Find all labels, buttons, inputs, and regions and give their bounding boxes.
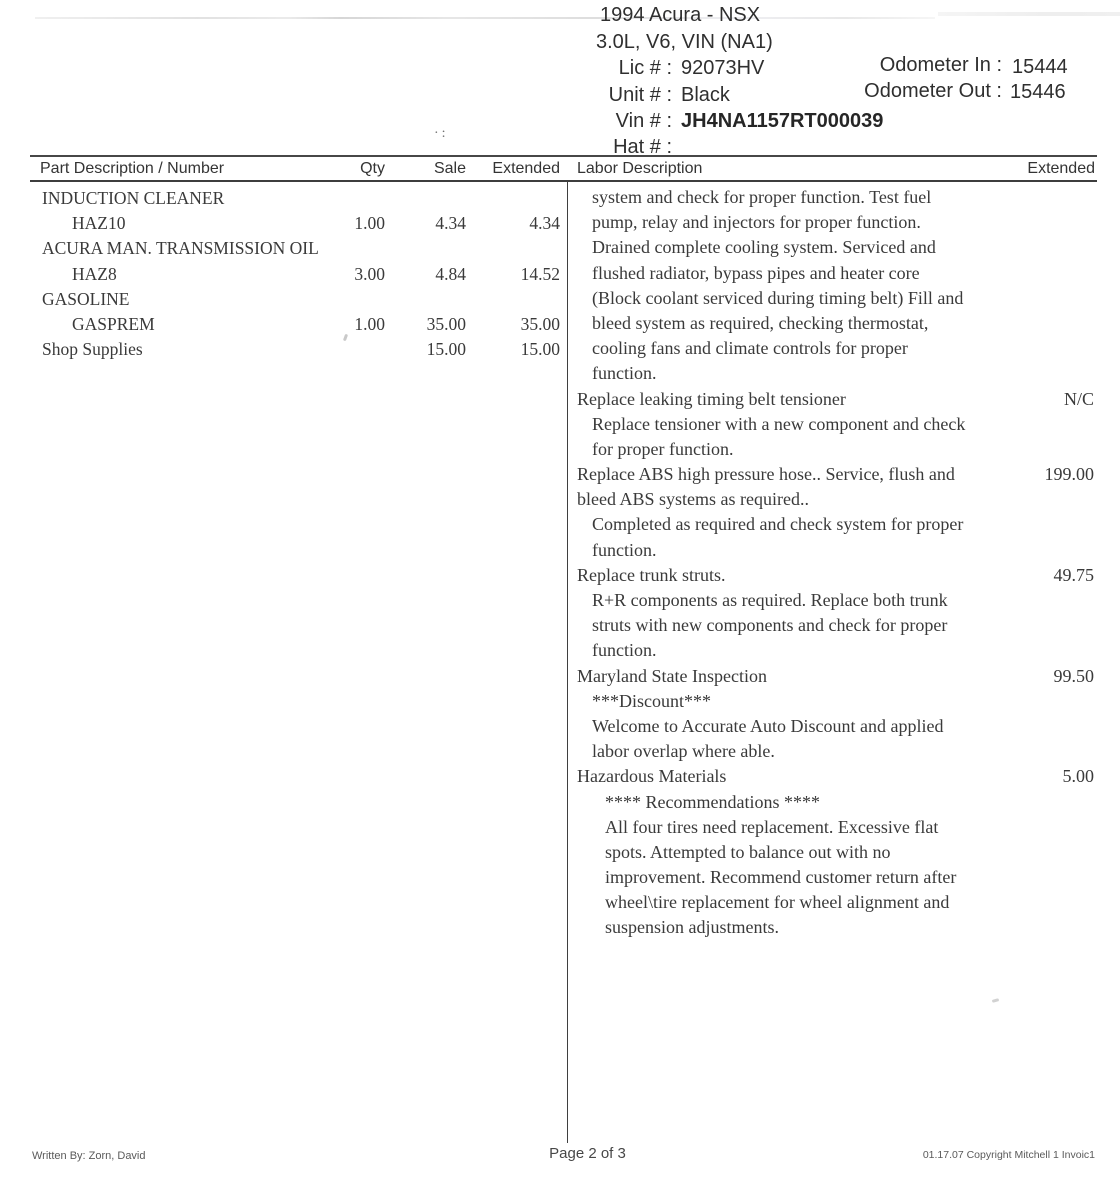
scan-speck (992, 998, 1000, 1003)
part-row (30, 312, 567, 337)
part-sale: 35.00 (426, 313, 466, 334)
labor-line: cooling fans and climate controls for proper (592, 338, 908, 359)
labor-line: Drained complete cooling system. Serviced and (592, 237, 936, 258)
part-extended (466, 236, 560, 261)
written-by: Written By: Zorn, David (32, 1150, 146, 1162)
labor-line: Replace tensioner with a new component and check (592, 413, 966, 434)
labor-line: for proper function. (592, 438, 734, 459)
odometer-out-value: 15446 (1010, 81, 1066, 103)
part-sale (385, 287, 466, 312)
column-header-extended: Extended (492, 159, 560, 177)
page-indicator: Page 2 of 3 (549, 1145, 626, 1162)
column-header-part-description: Part Description / Number (40, 159, 225, 177)
labor-list (577, 185, 1094, 941)
labor-line: function. (592, 363, 657, 384)
part-sale: 15.00 (426, 339, 466, 360)
labor-line: All four tires need replacement. Excessive flat (605, 816, 939, 837)
part-extended (466, 287, 560, 312)
copyright-line: 01.17.07 Copyright Mitchell 1 Invoic1 (922, 1149, 1095, 1161)
part-row (30, 262, 567, 287)
labor-amount: 5.00 (1062, 766, 1094, 787)
labor-amount: 49.75 (1053, 564, 1094, 585)
labor-entry (577, 563, 1094, 664)
lic-label: Lic # : (618, 57, 672, 79)
part-qty: 1.00 (354, 213, 385, 234)
part-qty (302, 186, 385, 211)
labor-title-line: Replace ABS high pressure hose.. Service, flush and (577, 464, 955, 485)
labor-line: Completed as required and check system for proper (592, 514, 964, 535)
labor-line: improvement. Recommend customer return after (605, 867, 957, 888)
labor-title-line: bleed ABS systems as required.. (577, 489, 809, 510)
labor-line: suspension adjustments. (605, 917, 779, 938)
part-row (30, 337, 567, 362)
scan-artifact-line (938, 12, 1120, 16)
labor-line: labor overlap where able. (592, 741, 775, 762)
labor-line: system and check for proper function. Test fuel (592, 187, 932, 207)
scan-artifact-mark: ·: (434, 126, 449, 141)
part-row (30, 287, 567, 312)
labor-amount: 99.50 (1053, 665, 1094, 686)
part-row (30, 211, 567, 236)
labor-line: ***Discount*** (592, 690, 711, 711)
parts-list (30, 186, 567, 362)
table-header-row (30, 155, 1097, 182)
labor-line: Welcome to Accurate Auto Discount and applied (592, 715, 944, 736)
odometer-in-value: 15444 (1012, 56, 1068, 78)
labor-title-line: Replace leaking timing belt tensioner (577, 388, 846, 409)
column-header-labor-description: Labor Description (577, 159, 703, 177)
part-extended: 14.52 (520, 263, 560, 284)
labor-line: pump, relay and injectors for proper function. (592, 212, 921, 233)
labor-line: bleed system as required, checking thermostat, (592, 312, 929, 333)
labor-title-line: Replace trunk struts. (577, 564, 726, 585)
part-sale: 4.34 (435, 213, 466, 234)
part-qty (302, 236, 385, 261)
labor-title-line: Hazardous Materials (577, 766, 727, 787)
column-divider-line (567, 182, 568, 1143)
unit-label: Unit # : (608, 84, 672, 106)
labor-line: function. (592, 539, 657, 560)
part-extended: 35.00 (520, 313, 560, 334)
vin-label: Vin # : (615, 110, 672, 132)
vin-value: JH4NA1157RT000039 (681, 110, 884, 132)
hat-label: Hat # : (613, 136, 672, 158)
column-header-sale: Sale (433, 159, 466, 177)
part-extended: 4.34 (529, 213, 560, 234)
part-description: Shop Supplies (42, 339, 143, 360)
part-qty: 1.00 (354, 313, 385, 334)
labor-entry (577, 185, 1094, 387)
vehicle-engine-line: 3.0L, V6, VIN (NA1) (596, 31, 773, 53)
column-header-labor-extended: Extended (1027, 159, 1095, 177)
part-qty: 3.00 (354, 263, 385, 284)
part-sale (385, 236, 466, 261)
scan-artifact-line (35, 17, 935, 19)
part-description: ACURA MAN. TRANSMISSION OIL (42, 238, 319, 259)
part-number: HAZ10 (72, 213, 126, 234)
labor-line: flushed radiator, bypass pipes and heater core (592, 262, 920, 283)
labor-entry (577, 664, 1094, 765)
odometer-out-label: Odometer Out : (864, 80, 1002, 102)
labor-line: struts with new components and check for proper (592, 615, 948, 636)
part-row (30, 186, 567, 211)
labor-entry (577, 462, 1094, 563)
lic-value: 92073HV (681, 57, 765, 79)
odometer-in-label: Odometer In : (879, 54, 1002, 76)
labor-line: spots. Attempted to balance out with no (605, 841, 891, 862)
part-description: GASOLINE (42, 288, 130, 309)
labor-entry (577, 387, 1094, 463)
labor-line: **** Recommendations **** (605, 791, 820, 812)
part-qty (302, 287, 385, 312)
labor-line: wheel\tire replacement for wheel alignment and (605, 892, 950, 913)
part-number: GASPREM (72, 313, 155, 334)
part-number: HAZ8 (72, 263, 117, 284)
part-extended (466, 186, 560, 211)
labor-line: (Block coolant serviced during timing belt) Fill and (592, 287, 964, 308)
labor-entry (577, 764, 1094, 940)
part-sale: 4.84 (435, 263, 466, 284)
part-sale (385, 186, 466, 211)
column-header-qty: Qty (360, 159, 385, 177)
part-description: INDUCTION CLEANER (42, 188, 225, 208)
labor-amount: N/C (1063, 388, 1094, 409)
unit-value: Black (681, 84, 730, 106)
labor-title-line: Maryland State Inspection (577, 665, 767, 686)
vehicle-model-line: 1994 Acura - NSX (600, 4, 761, 26)
labor-line: function. (592, 640, 657, 661)
part-qty (302, 337, 385, 362)
part-row (30, 236, 567, 261)
labor-line: R+R components as required. Replace both trunk (592, 590, 948, 610)
labor-amount: 199.00 (1044, 464, 1094, 485)
part-extended: 15.00 (520, 339, 560, 360)
